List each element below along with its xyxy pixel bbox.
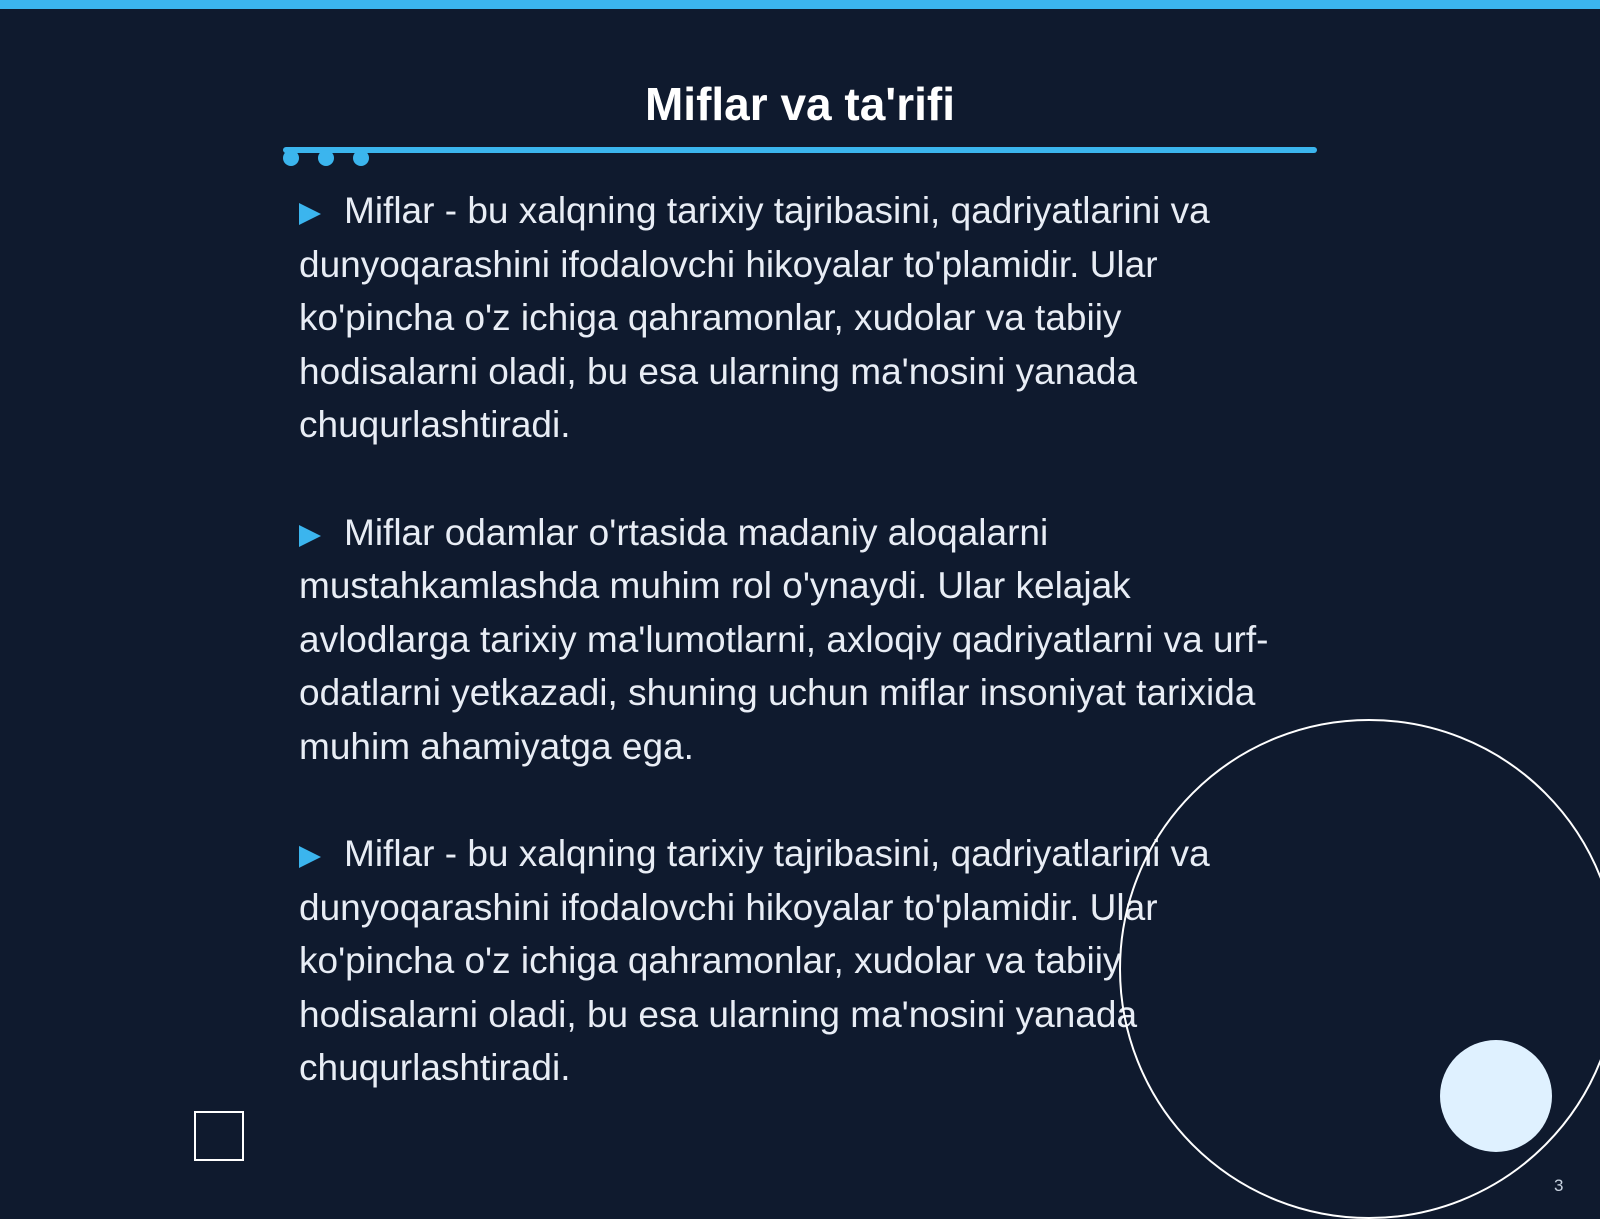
- decorative-disc: [1440, 1040, 1552, 1152]
- title-dot: [318, 150, 334, 166]
- slide-title: Miflar va ta'rifi: [644, 78, 956, 130]
- title-dot: [353, 150, 369, 166]
- bullet-text: Miflar odamlar o'rtasida madaniy aloqalarni mustahkamlashda muhim rol o'ynaydi. Ular kelajak avlodlarga tarixiy ma'lumotlarni, axloqiy qadriyatlarni va urf-odatlarni yetkazadi, shuning uchun miflar insoniyat tarixida muhim ahamiyatga ega.: [299, 511, 1269, 767]
- bullet-item: [299, 184, 1309, 452]
- bullet-text: Miflar - bu xalqning tarixiy tajribasini, qadriyatlarini va dunyoqarashini ifodalovchi hikoyalar to'plamidir. Ular ko'pincha o'z ichiga qahramonlar, xudolar va tabiiy hodisalarni oladi, bu esa ularning ma'nosini yanada chuqurlashtiradi.: [299, 833, 1210, 1088]
- top-accent-bar: [0, 0, 1600, 9]
- decorative-ring: [1119, 719, 1600, 1219]
- bullet-text: Miflar - bu xalqning tarixiy tajribasini, qadriyatlarini va dunyoqarashini ifodalovchi hikoyalar to'plamidir. Ular ko'pincha o'z ichiga qahramonlar, xudolar va tabiiy hodisalarni oladi, bu esa ularning ma'nosini yanada chuqurlashtiradi.: [299, 190, 1210, 445]
- slide-number: 3: [1554, 1176, 1564, 1195]
- triangle-arrow-icon: [299, 846, 321, 868]
- decorative-square: [194, 1111, 244, 1161]
- triangle-arrow-icon: [299, 525, 321, 547]
- title-dot: [283, 150, 299, 166]
- triangle-arrow-icon: [299, 203, 321, 225]
- bullet-item: [299, 506, 1309, 774]
- title-underline: [283, 147, 1317, 153]
